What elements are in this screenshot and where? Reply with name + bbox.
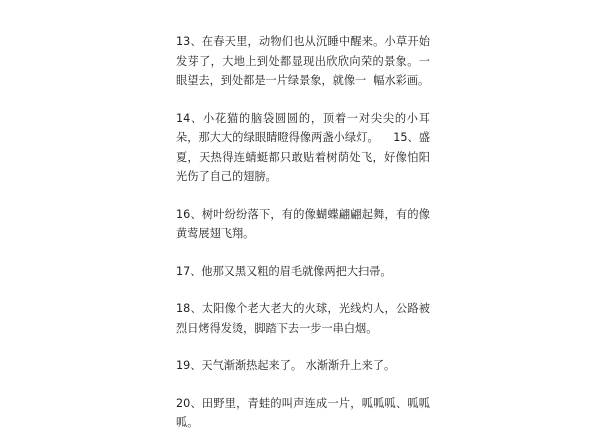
paragraph-gap	[176, 244, 430, 262]
paragraph-gap	[176, 281, 430, 299]
paragraph-13: 13、在春天里，动物们也从沉睡中醒来。小草开始发芽了，大地上到处都显现出欣欣向荣的景象。一眼望去，到处都是一片绿景象，就像一 幅水彩画。	[176, 35, 430, 87]
paragraph-gap	[176, 376, 430, 394]
paragraph-18: 18、太阳像个老大老大的火球，光线灼人，公路被烈日烤得发烫，脚踏下去一步一串白烟。	[176, 302, 430, 335]
paragraph-16: 16、树叶纷纷落下，有的像蝴蝶翩翩起舞，有的像黄莺展翅飞翔。	[176, 207, 430, 240]
paragraph-17: 17、他那又黑又粗的眉毛就像两把大扫帚。	[176, 264, 392, 278]
document-page	[176, 32, 430, 433]
paragraph-gap	[176, 338, 430, 356]
paragraph-gap	[176, 91, 430, 109]
paragraph-20: 20、田野里，青蛙的叫声连成一片，呱呱呱、呱呱呱。	[176, 396, 430, 429]
paragraph-14-15: 14、小花猫的脑袋圆圆的，顶着一对尖尖的小耳朵，那大大的绿眼睛瞪得像两盏小绿灯。 15、盛夏，天热得连蜻蜓都只敢贴着树荫处飞，好像怕阳光伤了自己的翅膀。	[176, 111, 430, 183]
paragraph-gap	[176, 187, 430, 205]
paragraph-19: 19、天气渐渐热起来了。 水渐渐升上来了。	[176, 359, 396, 372]
